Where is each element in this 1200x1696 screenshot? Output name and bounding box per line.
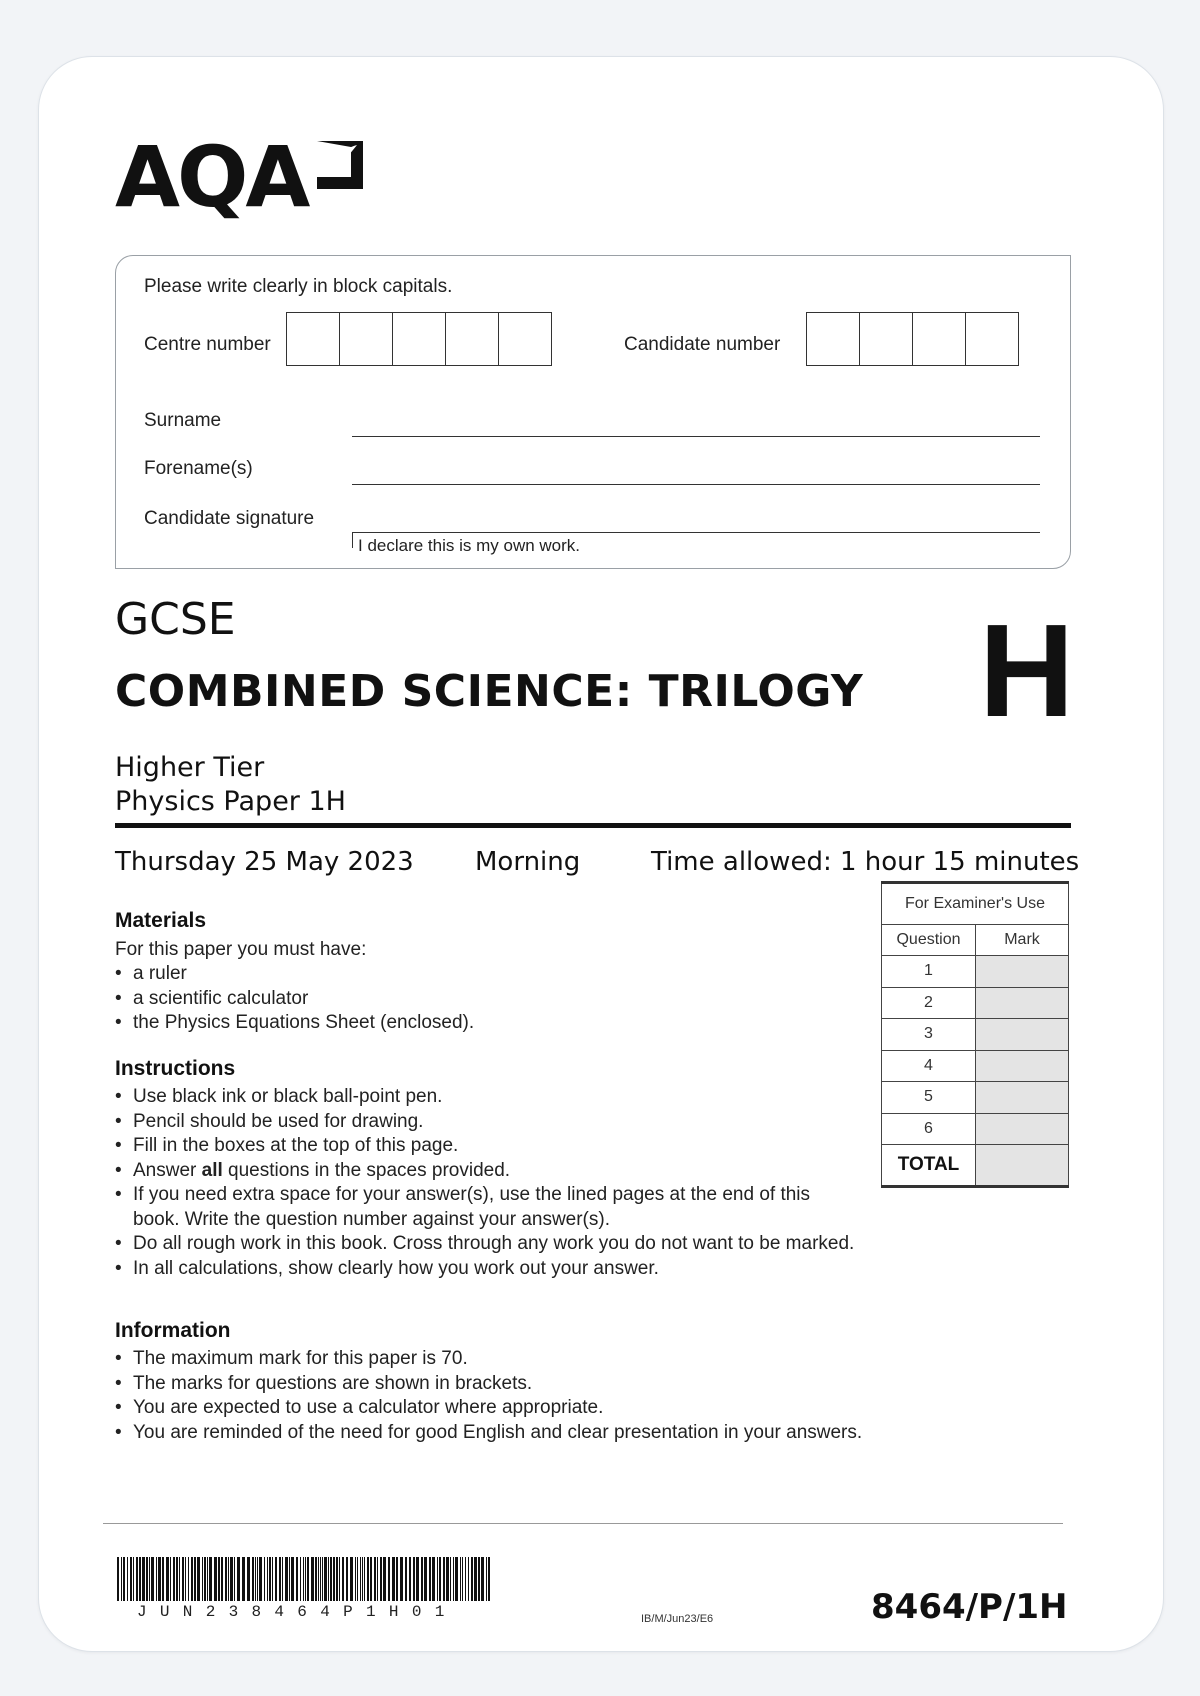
barcode-bar (370, 1557, 372, 1601)
barcode-bar (324, 1557, 327, 1601)
barcode-bar (383, 1557, 386, 1601)
barcode-bar (377, 1557, 378, 1601)
centre-number-label: Centre number (144, 334, 271, 355)
mark-cell[interactable] (976, 1082, 1069, 1114)
paper-name: Physics Paper 1H (115, 786, 346, 817)
barcode-bar (305, 1557, 306, 1601)
barcode-bar (400, 1557, 403, 1601)
paper-reference: IB/M/Jun23/E6 (641, 1613, 714, 1625)
barcode-bar (117, 1557, 119, 1601)
barcode-bar (421, 1557, 423, 1601)
barcode-bar (350, 1557, 353, 1601)
barcode-bar (158, 1557, 161, 1601)
barcode-bar (488, 1557, 490, 1601)
candidate-digit-box[interactable] (966, 313, 1018, 365)
barcode-bar (234, 1557, 235, 1601)
question-column-header: Question (882, 925, 976, 956)
barcode-bar (133, 1557, 134, 1601)
list-item: • The maximum mark for this paper is 70. (133, 1347, 975, 1372)
barcode-bar (170, 1557, 171, 1601)
signature-field[interactable] (352, 532, 1040, 533)
question-number: 5 (882, 1082, 976, 1114)
forename-field[interactable] (352, 484, 1040, 485)
barcode-bar (296, 1557, 298, 1601)
list-item: • Pencil should be used for drawing. (133, 1110, 855, 1135)
barcode-bar (285, 1557, 288, 1601)
barcode-bar (439, 1557, 441, 1601)
examiners-use-title: For Examiner's Use (882, 883, 1069, 925)
candidate-digit-box[interactable] (913, 313, 966, 365)
exam-session: Morning (475, 847, 581, 877)
list-item: • a scientific calculator (133, 987, 815, 1012)
list-item: • a ruler (133, 962, 815, 987)
barcode-bar (357, 1557, 358, 1601)
information-title: Information (115, 1319, 231, 1342)
barcode-bar (252, 1557, 254, 1601)
barcode-bar (468, 1557, 469, 1601)
candidate-number-label: Candidate number (624, 334, 781, 355)
barcode-bar (409, 1557, 411, 1601)
barcode-bar (328, 1557, 329, 1601)
barcode-bar (453, 1557, 454, 1601)
list-item: • In all calculations, show clearly how you work out your answer. (133, 1257, 855, 1282)
barcode-bar (303, 1557, 304, 1601)
instructions-section (115, 1057, 855, 1281)
question-number: 4 (882, 1050, 976, 1082)
barcode-bar (237, 1557, 240, 1601)
barcode-bar (221, 1557, 223, 1601)
list-item: • Use black ink or black ball-point pen. (133, 1085, 855, 1110)
barcode-bar (481, 1557, 484, 1601)
barcode-bar (346, 1557, 348, 1601)
heading-rule (115, 823, 1071, 828)
barcode-bar (462, 1557, 463, 1601)
total-mark-cell[interactable] (976, 1145, 1069, 1187)
barcode-bar (259, 1557, 262, 1601)
logo-text: AQA (115, 128, 308, 226)
surname-field[interactable] (352, 436, 1040, 437)
barcode-bar (465, 1557, 466, 1601)
barcode-bar (424, 1557, 427, 1601)
barcode-bar (460, 1557, 461, 1601)
barcode-bar (311, 1557, 314, 1601)
barcode-bar (315, 1557, 317, 1601)
mark-cell[interactable] (976, 1019, 1069, 1051)
barcode-bar (320, 1557, 321, 1601)
barcode-bar (204, 1557, 206, 1601)
list-item: • You are reminded of the need for good English and clear presentation in your answers. (133, 1421, 975, 1446)
barcode-bar (396, 1557, 398, 1601)
barcode-bar (272, 1557, 273, 1601)
barcode-bar (380, 1557, 382, 1601)
barcode-bar (374, 1557, 376, 1601)
barcode-bar (342, 1557, 344, 1601)
materials-section (115, 909, 815, 1036)
time-allowed: Time allowed: 1 hour 15 minutes (651, 847, 1080, 877)
candidate-digit-box[interactable] (807, 313, 860, 365)
barcode-bar (355, 1557, 356, 1601)
barcode-bar (197, 1557, 200, 1601)
barcode-bar (247, 1557, 250, 1601)
candidate-details-box (115, 255, 1071, 569)
barcode-bar (121, 1557, 122, 1601)
barcode-bar (282, 1557, 283, 1601)
barcode-bar (413, 1557, 415, 1601)
answer-rest: questions in the spaces provided. (228, 1159, 511, 1181)
mark-column-header: Mark (976, 925, 1069, 956)
barcode-bar (214, 1557, 217, 1601)
barcode-bar (207, 1557, 208, 1601)
centre-digit-box[interactable] (287, 313, 340, 365)
barcode-bar (130, 1557, 132, 1601)
barcode-bar (362, 1557, 363, 1601)
barcode-bar (474, 1557, 477, 1601)
barcode-bar (225, 1557, 227, 1601)
instructions-title: Instructions (115, 1057, 236, 1080)
barcode-bar (446, 1557, 449, 1601)
barcode-bar (191, 1557, 193, 1601)
barcode-bar (455, 1557, 458, 1601)
qualification-title: GCSE (115, 594, 236, 645)
barcode-bar (255, 1557, 256, 1601)
information-list (115, 1347, 975, 1445)
centre-digit-box[interactable] (340, 313, 393, 365)
barcode-bar (269, 1557, 271, 1601)
centre-digit-box[interactable] (446, 313, 499, 365)
mark-cell[interactable] (976, 956, 1069, 988)
barcode-digits: JUN238464P1H01 (137, 1603, 458, 1621)
barcode-bar (275, 1557, 277, 1601)
barcode-bar (182, 1557, 184, 1601)
declaration-text: I declare this is my own work. (358, 536, 581, 555)
barcode-bar (432, 1557, 435, 1601)
barcode-bar (218, 1557, 220, 1601)
candidate-digit-box[interactable] (860, 313, 913, 365)
barcode-bar (209, 1557, 212, 1601)
mark-cell[interactable] (976, 1050, 1069, 1082)
list-item: • You are expected to use a calculator where appropriate. (133, 1396, 975, 1421)
centre-digit-box[interactable] (499, 313, 551, 365)
barcode-bar (202, 1557, 203, 1601)
barcode-bar (194, 1557, 196, 1601)
barcode-bar (264, 1557, 265, 1601)
barcode-bar (136, 1557, 138, 1601)
barcode-bar (257, 1557, 258, 1601)
candidate-number-boxes[interactable] (806, 312, 1019, 366)
barcode-bar (360, 1557, 361, 1601)
barcode-bar (471, 1557, 473, 1601)
barcode-bar (267, 1557, 268, 1601)
total-label: TOTAL (882, 1145, 976, 1187)
question-number: 1 (882, 956, 976, 988)
barcode-bar (405, 1557, 407, 1601)
materials-title: Materials (115, 909, 207, 932)
subject-title: COMBINED SCIENCE: TRILOGY (115, 666, 864, 717)
barcode-bar (149, 1557, 150, 1601)
tier-name: Higher Tier (115, 752, 265, 783)
barcode-bar (139, 1557, 141, 1601)
barcode-bar (450, 1557, 451, 1601)
exam-cover-page (38, 56, 1164, 1652)
barcode-bar (162, 1557, 164, 1601)
barcode-bar (179, 1557, 180, 1601)
footer-rule (103, 1523, 1063, 1524)
signature-label: Candidate signature (144, 508, 315, 529)
list-item (133, 1159, 855, 1184)
barcode-bar (443, 1557, 445, 1601)
barcode-bar (336, 1557, 338, 1601)
barcode-bar (166, 1557, 169, 1601)
question-number: 6 (882, 1113, 976, 1145)
barcode-bar (307, 1557, 309, 1601)
list-item: • Do all rough work in this book. Cross through any work you do not want to be marked. (133, 1232, 855, 1257)
barcode-bar (185, 1557, 186, 1601)
block-capitals-instruction: Please write clearly in block capitals. (144, 276, 453, 297)
barcode-bar (228, 1557, 229, 1601)
answer-prefix: Answer (133, 1159, 202, 1181)
centre-digit-box[interactable] (393, 313, 446, 365)
aqa-leaf-icon (313, 137, 367, 193)
surname-label: Surname (144, 410, 222, 431)
barcode-bar (478, 1557, 480, 1601)
instructions-list (115, 1085, 855, 1281)
barcode-bar (330, 1557, 332, 1601)
barcode-bar (392, 1557, 395, 1601)
barcode-bar (289, 1557, 290, 1601)
barcode-bar (416, 1557, 419, 1601)
barcode-bar (300, 1557, 301, 1601)
barcode-bar (146, 1557, 148, 1601)
barcode-bar (127, 1557, 128, 1601)
tier-letter: H (979, 597, 1075, 744)
barcode-bar (188, 1557, 189, 1601)
barcode-bar (123, 1557, 125, 1601)
materials-intro: For this paper you must have: (115, 939, 367, 960)
barcode-bar (242, 1557, 245, 1601)
centre-number-boxes[interactable] (286, 312, 552, 366)
list-item: • The marks for questions are shown in brackets. (133, 1372, 975, 1397)
exam-date: Thursday 25 May 2023 (115, 847, 414, 877)
barcode-bar (151, 1557, 154, 1601)
barcode-bar (437, 1557, 438, 1601)
barcode-bar (322, 1557, 323, 1601)
information-section (115, 1319, 975, 1445)
barcode-bar (364, 1557, 365, 1601)
mark-cell[interactable] (976, 987, 1069, 1019)
question-number: 2 (882, 987, 976, 1019)
barcode-bar (230, 1557, 233, 1601)
materials-list (115, 962, 815, 1036)
aqa-logo (115, 128, 367, 226)
barcode-bar (291, 1557, 294, 1601)
barcode-bar (367, 1557, 369, 1601)
signature-tick (352, 532, 353, 548)
list-item: • the Physics Equations Sheet (enclosed). (133, 1011, 815, 1036)
barcode-bar (279, 1557, 281, 1601)
barcode-bar (173, 1557, 175, 1601)
barcode-bar (388, 1557, 390, 1601)
paper-code: 8464/P/1H (871, 1587, 1068, 1627)
barcode-bar (156, 1557, 157, 1601)
barcode (117, 1557, 495, 1601)
examiners-use-table (881, 881, 1069, 1188)
list-item: • If you need extra space for your answer(s), use the lined pages at the end of this book. Write the question number against your answer(s). (133, 1183, 855, 1232)
barcode-bar (142, 1557, 145, 1601)
answer-all-emphasis: all (201, 1159, 223, 1181)
barcode-bar (486, 1557, 487, 1601)
question-number: 3 (882, 1019, 976, 1051)
barcode-bar (318, 1557, 319, 1601)
list-item: • Fill in the boxes at the top of this page. (133, 1134, 855, 1159)
barcode-bar (176, 1557, 178, 1601)
barcode-bar (333, 1557, 335, 1601)
mark-cell[interactable] (976, 1113, 1069, 1145)
barcode-bar (339, 1557, 340, 1601)
forename-label: Forename(s) (144, 458, 253, 479)
barcode-bar (429, 1557, 431, 1601)
